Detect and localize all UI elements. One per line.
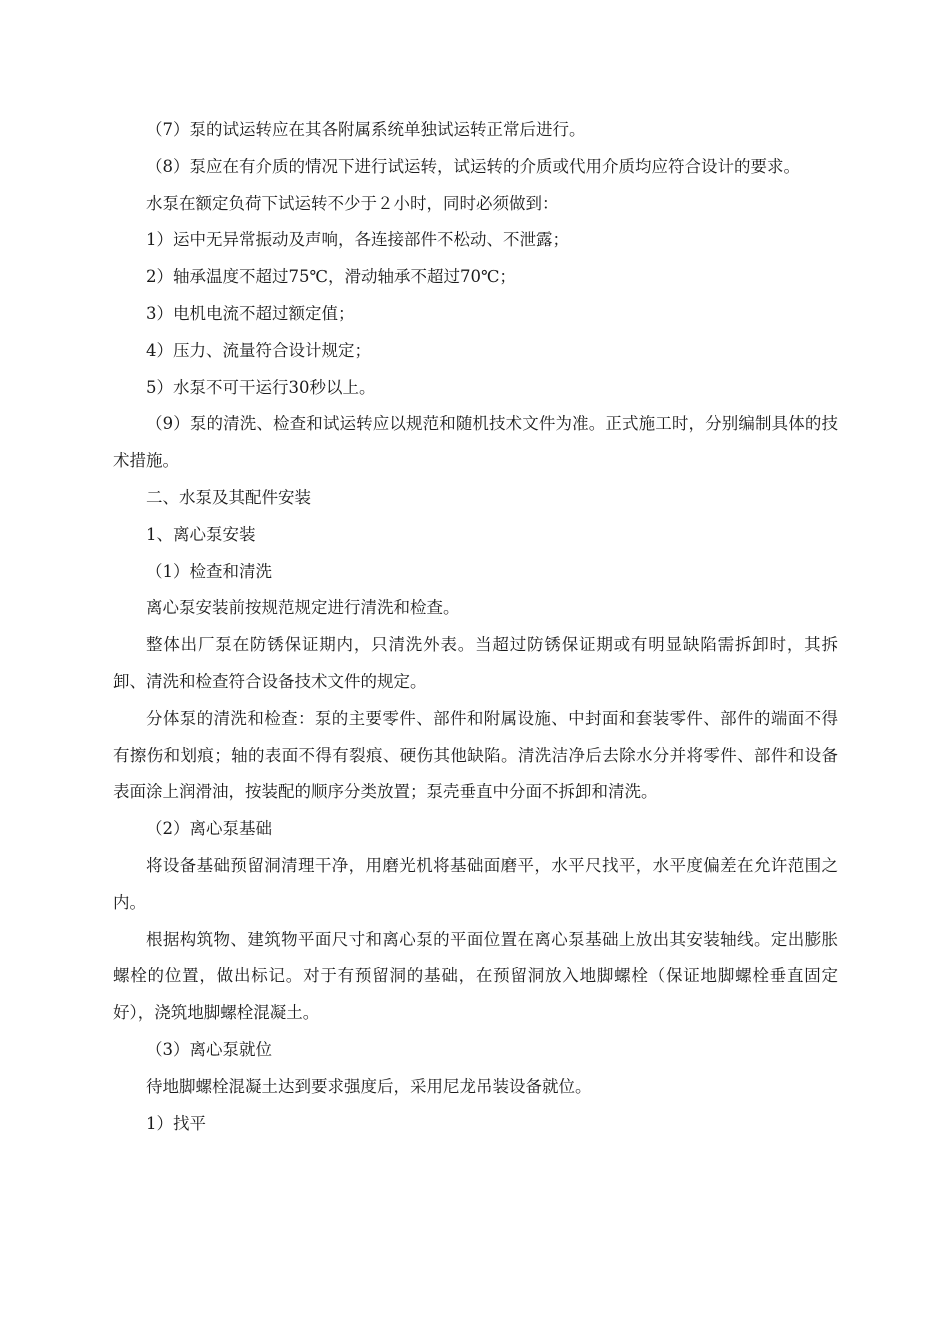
paragraph-pre-install-check: 离心泵安装前按规范规定进行清洗和检查。 (146, 598, 460, 618)
paragraph-axis-layout: 根据构筑物、建筑物平面尺寸和离心泵的平面位置在离心泵基础上放出其安装轴线。定出膨胀螺栓的位置，做出标记。对于有预留洞的基础，在预留洞放入地脚螺栓（保证地脚螺栓垂直固定好），浇筑地脚螺栓混凝土。 (113, 929, 838, 1023)
list-item-leveling: 1）找平 (146, 1113, 206, 1133)
paragraph-rated-load-test: 水泵在额定负荷下试运转不少于２小时，同时必须做到： (146, 193, 559, 213)
subsection-heading-centrifugal-pump: 1、离心泵安装 (146, 524, 256, 544)
section-heading-pump-installation: 二、水泵及其配件安装 (146, 487, 311, 507)
list-item-pressure-flow: 4）压力、流量符合设计规定； (146, 340, 371, 360)
paragraph-pump-trial-run-8: （8）泵应在有介质的情况下进行试运转，试运转的介质或代用介质均应符合设计的要求。 (146, 156, 800, 176)
list-item-no-dry-run: 5）水泵不可干运行30秒以上。 (146, 377, 376, 397)
list-item-motor-current: 3）电机电流不超过额定值； (146, 303, 355, 323)
paragraph-cleaning-inspection-9: （9）泵的清洗、检查和试运转应以规范和随机技术文件为准。正式施工时，分别编制具体的技术措施。 (113, 414, 838, 471)
paragraph-split-pump-cleaning: 分体泵的清洗和检查：泵的主要零件、部件和附属设施、中封面和套装零件、部件的端面不得有擦伤和划痕；轴的表面不得有裂痕、硬伤其他缺陷。清洗洁净后去除水分并将零件、部件和设备表面涂上润滑油，按装配的顺序分类放置；泵壳垂直中分面不拆卸和清洗。 (113, 708, 838, 802)
paragraph-pump-trial-run-7: （7）泵的试运转应在其各附属系统单独试运转正常后进行。 (146, 120, 586, 139)
paragraph-hoisting: 待地脚螺栓混凝土达到要求强度后，采用尼龙吊装设备就位。 (146, 1076, 592, 1096)
item-heading-inspection-cleaning: （1）检查和清洗 (146, 561, 272, 581)
document-body (113, 112, 838, 1142)
paragraph-foundation-leveling: 将设备基础预留洞清理干净，用磨光机将基础面磨平，水平尺找平，水平度偏差在允许范围之内。 (113, 855, 838, 912)
list-item-bearing-temperature: 2）轴承温度不超过75℃，滑动轴承不超过70℃； (146, 267, 516, 287)
paragraph-factory-pump-cleaning: 整体出厂泵在防锈保证期内，只清洗外表。当超过防锈保证期或有明显缺陷需拆卸时，其拆卸、清洗和检查符合设备技术文件的规定。 (113, 635, 838, 691)
item-heading-pump-foundation: （2）离心泵基础 (146, 819, 272, 839)
item-heading-pump-positioning: （3）离心泵就位 (146, 1039, 272, 1059)
list-item-no-vibration: 1）运中无异常振动及声响，各连接部件不松动、不泄露； (146, 230, 569, 250)
